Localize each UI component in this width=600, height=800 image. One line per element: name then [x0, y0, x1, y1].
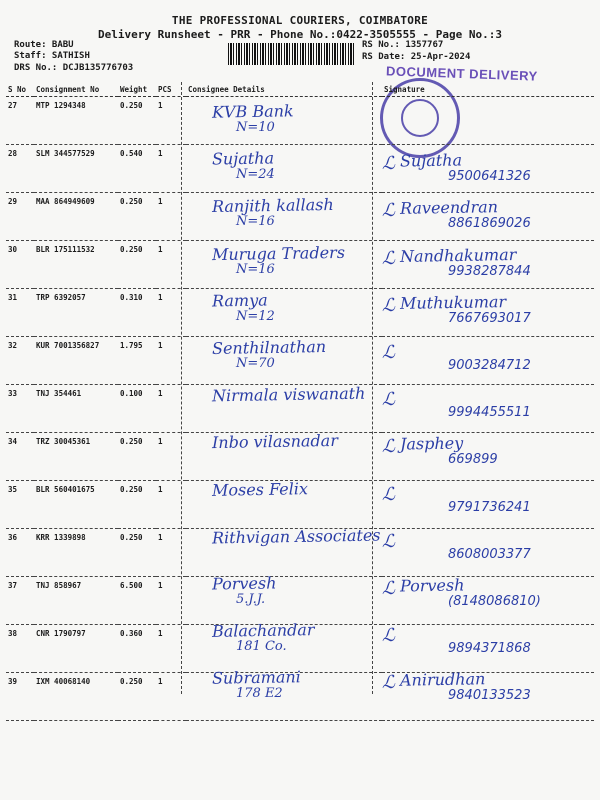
- row-sno: 33: [6, 385, 34, 433]
- row-weight: 0.250: [118, 529, 156, 577]
- route-label: Route: BABU: [14, 40, 74, 50]
- consignee-handwriting: Muruga Traders: [211, 242, 346, 264]
- col-pcs: PCS: [156, 82, 186, 97]
- receiver-mark: ℒ: [382, 578, 395, 599]
- column-divider: [181, 82, 182, 694]
- col-weight: Weight: [118, 82, 156, 97]
- row-weight: 0.310: [118, 289, 156, 337]
- receiver-mark: ℒ: [382, 342, 395, 363]
- receiver-mark: ℒ: [382, 389, 395, 411]
- consignee-handwriting: Subramani: [211, 667, 301, 689]
- signature-handwriting: Anirudhan: [399, 669, 486, 691]
- consignee-address: N=70: [236, 356, 275, 371]
- row-sno: 32: [6, 337, 34, 385]
- consignee-address: 178 E2: [236, 686, 283, 702]
- consignment-number: SLM 344577529: [34, 145, 118, 193]
- signature-handwriting: Porvesh: [399, 575, 465, 596]
- receiver-phone: 9003284712: [448, 358, 531, 373]
- consignee-handwriting: Nirmala viswanath: [211, 383, 366, 406]
- receiver-phone: 9894371868: [448, 641, 531, 657]
- receiver-mark: ℒ: [382, 483, 395, 505]
- runsheet-subtitle: Delivery Runsheet - PRR - Phone No.:0422-3505555 - Page No.:3: [98, 28, 502, 41]
- row-pcs: 1: [156, 529, 186, 577]
- column-divider: [372, 82, 373, 694]
- receiver-mark: ℒ: [382, 530, 395, 552]
- row-sno: 31: [6, 289, 34, 337]
- row-pcs: 1: [156, 193, 186, 241]
- row-pcs: 1: [156, 145, 186, 193]
- consignee-handwriting: Balachandar: [211, 620, 315, 642]
- signature-handwriting: Nandhakumar: [399, 244, 517, 266]
- receiver-mark: ℒ: [382, 247, 395, 269]
- row-pcs: 1: [156, 289, 186, 337]
- company-title: THE PROFESSIONAL COURIERS, COIMBATORE: [171, 14, 429, 27]
- consignment-number: BLR 560401675: [34, 481, 118, 529]
- receiver-phone: 8861869026: [448, 216, 531, 232]
- row-weight: 0.250: [118, 673, 156, 721]
- consignment-number: CNR 1790797: [34, 625, 118, 673]
- receiver-phone: 9938287844: [448, 263, 531, 279]
- receiver-phone: 8608003377: [448, 546, 531, 562]
- consignee-handwriting: KVB Bank: [211, 101, 294, 122]
- row-pcs: 1: [156, 673, 186, 721]
- consignment-number: TNJ 858967: [34, 577, 118, 625]
- row-weight: 0.360: [118, 625, 156, 673]
- row-pcs: 1: [156, 433, 186, 481]
- receiver-mark: ℒ: [382, 436, 395, 458]
- receiver-mark: ℒ: [382, 625, 395, 647]
- signature-handwriting: Muthukumar: [399, 291, 507, 313]
- signature-handwriting: Sujatha: [399, 150, 463, 171]
- row-pcs: 1: [156, 577, 186, 625]
- consignee-address: N=16: [236, 214, 275, 230]
- consignee-handwriting: Rithvigan Associates: [211, 525, 381, 548]
- row-pcs: 1: [156, 97, 186, 145]
- col-consignee: Consignee Details: [186, 82, 382, 97]
- row-pcs: 1: [156, 241, 186, 289]
- consignee-handwriting: Ramya: [211, 290, 268, 311]
- signature-handwriting: Raveendran: [399, 197, 499, 219]
- row-sno: 27: [6, 97, 34, 145]
- consignment-number: KRR 1339898: [34, 529, 118, 577]
- consignment-number: BLR 175111532: [34, 241, 118, 289]
- row-sno: 34: [6, 433, 34, 481]
- signature-cell: [382, 97, 594, 145]
- consignment-number: MAA 864949609: [34, 193, 118, 241]
- receiver-phone: 9500641326: [448, 169, 531, 185]
- row-weight: 0.250: [118, 241, 156, 289]
- row-weight: 1.795: [118, 337, 156, 385]
- consignee-address: 5.J.J.: [236, 592, 266, 607]
- receiver-phone: 9791736241: [448, 499, 531, 515]
- receiver-mark: ℒ: [382, 672, 395, 694]
- receiver-phone: 9994455511: [448, 405, 531, 421]
- row-pcs: 1: [156, 385, 186, 433]
- row-weight: 0.100: [118, 385, 156, 433]
- receiver-phone: 7667693017: [448, 310, 531, 326]
- row-sno: 39: [6, 673, 34, 721]
- row-weight: 0.250: [118, 193, 156, 241]
- drs-number: DRS No.: DCJB135776703: [14, 63, 134, 73]
- consignee-handwriting: Ranjith kallash: [211, 195, 334, 217]
- rs-date: RS Date: 25-Apr-2024: [362, 52, 471, 62]
- receiver-mark: ℒ: [382, 200, 395, 222]
- receiver-mark: ℒ: [382, 294, 395, 316]
- document-delivery-stamp: DOCUMENT DELIVERY: [385, 63, 538, 84]
- row-sno: 30: [6, 241, 34, 289]
- row-sno: 29: [6, 193, 34, 241]
- row-weight: 0.250: [118, 97, 156, 145]
- row-sno: 36: [6, 529, 34, 577]
- consignee-handwriting: Senthilnathan: [211, 337, 327, 358]
- staff-label: Staff: SATHISH: [14, 51, 90, 61]
- consignee-address: N=16: [236, 261, 275, 277]
- row-weight: 6.500: [118, 577, 156, 625]
- consignment-number: KUR 7001356827: [34, 337, 118, 385]
- consignment-number: TNJ 354461: [34, 385, 118, 433]
- row-sno: 35: [6, 481, 34, 529]
- col-sno: S No: [6, 82, 34, 97]
- consignee-address: N=10: [236, 120, 275, 135]
- barcode: [228, 43, 356, 65]
- row-pcs: 1: [156, 337, 186, 385]
- consignee-address: N=12: [236, 308, 275, 324]
- row-sno: 38: [6, 625, 34, 673]
- consignee-handwriting: Sujatha: [211, 148, 275, 169]
- row-pcs: 1: [156, 481, 186, 529]
- consignee-handwriting: Inbo vilasnadar: [211, 431, 339, 453]
- row-weight: 0.250: [118, 433, 156, 481]
- row-sno: 37: [6, 577, 34, 625]
- consignee-address: 181 Co.: [236, 639, 287, 655]
- consignment-number: TRP 6392057: [34, 289, 118, 337]
- table-header-row: [6, 82, 594, 97]
- signature-handwriting: Jasphey: [399, 433, 464, 454]
- consignee-handwriting: Porvesh: [211, 573, 277, 594]
- row-sno: 28: [6, 145, 34, 193]
- receiver-phone: 669899: [448, 452, 498, 468]
- consignment-number: TRZ 30045361: [34, 433, 118, 481]
- row-weight: 0.250: [118, 481, 156, 529]
- consignee-address: N=24: [236, 167, 275, 183]
- receiver-phone: 9840133523: [448, 688, 531, 704]
- col-signature: Signature: [382, 82, 594, 97]
- consignment-number: MTP 1294348: [34, 97, 118, 145]
- rs-number: RS No.: 1357767: [362, 40, 444, 50]
- col-consignment: Consignment No: [34, 82, 118, 97]
- row-weight: 0.540: [118, 145, 156, 193]
- consignment-number: IXM 40068140: [34, 673, 118, 721]
- row-pcs: 1: [156, 625, 186, 673]
- consignee-handwriting: Moses Felix: [211, 478, 309, 500]
- table-row: [6, 97, 594, 145]
- receiver-phone: (8148086810): [448, 594, 541, 609]
- receiver-mark: ℒ: [382, 153, 395, 175]
